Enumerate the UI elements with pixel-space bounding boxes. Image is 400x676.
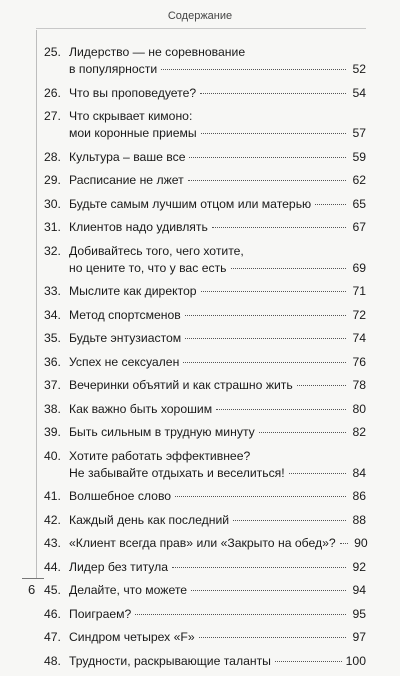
toc-entry-title: Волшебное слово [69,489,172,503]
toc-entry-body [69,330,366,347]
toc-entry-final-line [69,61,366,78]
toc-entry-page: 69 [352,260,366,275]
toc-entry-page: 59 [352,149,366,164]
dot-leader [212,227,346,228]
dot-leader [340,543,348,544]
toc-entry-final-line [69,606,366,623]
toc-entry-body [69,172,366,189]
dot-leader [189,157,346,158]
footer-rule [22,578,44,579]
toc-entry-page: 86 [352,489,366,503]
toc-entry-number: 31. [44,220,61,234]
toc-entry-title: Быть сильным в трудную минуту [69,425,255,439]
toc-entry-title: Каждый день как последний [69,512,230,527]
toc-entry-page: 94 [352,583,366,597]
toc-entry-final-line [69,582,366,599]
toc-entry-number: 32. [44,243,61,258]
toc-entry [44,44,366,78]
dot-leader [185,315,346,316]
toc-entry [44,448,366,482]
toc-entry-title: Как важно быть хорошим [69,401,213,416]
toc-entry [44,424,366,441]
left-margin-rule [36,30,37,578]
toc-entry-page: 76 [352,354,366,369]
toc-entry [44,243,366,277]
toc-entry-number: 47. [44,630,61,644]
toc-entry-title: Синдром четырех «F» [69,630,195,644]
toc-entry-title: Не забывайте отдыхать и веселиться! [69,465,285,480]
toc-entry-title: Делайте, что можете [69,583,188,597]
header-band [0,0,400,30]
toc-entry [44,354,366,371]
toc-entry-final-line [69,354,366,371]
toc-entry-final-line [69,125,366,142]
toc-entry [44,653,366,670]
toc-entry-number: 35. [44,331,61,345]
dot-leader [275,661,342,662]
toc-entry-body [69,44,366,78]
toc-entry-final-line [69,653,366,670]
dot-leader [185,338,346,339]
toc-entry-body [69,629,366,646]
toc-entry [44,606,366,623]
toc-entry-page: 62 [352,173,366,187]
toc-entry-final-line [69,401,366,418]
toc-entry-number: 27. [44,109,61,123]
toc-entry-body [69,606,366,623]
toc-entry-title: Лидер без титула [69,559,169,574]
toc-entry-final-line [69,559,366,576]
toc-entry-title: Успех не сексуален [69,354,180,369]
toc-entry-title: Метод спортсменов [69,307,181,322]
toc-entry-page: 54 [352,85,366,100]
toc-entry-body [69,377,366,394]
toc-entry-page: 88 [352,512,366,527]
toc-entry-final-line [69,629,366,646]
toc-entry-body [69,307,366,324]
toc-entry [44,219,366,236]
toc-entry [44,401,366,418]
toc-entry-final-line [69,377,366,394]
toc-entry-page: 80 [352,401,366,416]
toc-entry-title-line: Лидерство — не соревнование [69,45,246,59]
toc-entry [44,283,366,300]
toc-entry-number: 48. [44,653,61,668]
toc-entry [44,488,366,505]
toc-entry-final-line [69,465,366,482]
toc-entry [44,172,366,189]
dot-leader [233,520,346,521]
toc-entry-final-line [69,196,366,213]
dot-leader [175,496,346,497]
toc-entry-number: 30. [44,196,61,211]
toc-entry [44,629,366,646]
toc-entry-title: Будьте энтузиастом [69,331,182,345]
toc-entry-title: в популярности [69,62,158,76]
dot-leader [216,409,346,410]
toc-entry-number: 38. [44,401,61,416]
dot-leader [297,385,346,386]
toc-entry-final-line [69,219,366,236]
dot-leader [135,614,346,615]
dot-leader [200,93,346,94]
toc-entry-body [69,448,366,482]
table-of-contents [44,44,366,676]
dot-leader [289,473,346,474]
toc-entry-body [69,512,366,529]
dot-leader [161,69,346,70]
toc-entry-final-line [69,535,368,552]
toc-entry-number: 44. [44,559,61,574]
dot-leader [201,133,346,134]
toc-entry [44,149,366,166]
toc-entry-final-line [69,260,366,277]
dot-leader [183,362,346,363]
toc-entry-final-line [69,283,366,300]
toc-entry-number: 45. [44,583,61,597]
toc-entry-number: 25. [44,45,61,59]
toc-entry [44,512,366,529]
toc-entry-final-line [69,488,366,505]
toc-entry-final-line [69,512,366,529]
toc-entry-number: 34. [44,307,61,322]
toc-entry-page: 95 [352,606,366,621]
page-number: 6 [28,582,36,597]
toc-entry-body [69,283,366,300]
toc-entry-body [69,488,366,505]
toc-entry-body [69,559,366,576]
toc-entry [44,559,366,576]
toc-entry-body [69,108,366,142]
toc-entry-body [69,219,366,236]
toc-entry-title: Будьте самым лучшим отцом или матерью [69,196,312,211]
toc-entry-page: 72 [352,307,366,322]
toc-entry [44,535,366,552]
toc-entry-title: Поиграем? [69,606,132,621]
toc-entry-page: 97 [352,630,366,644]
toc-entry-number: 36. [44,354,61,369]
toc-entry-number: 39. [44,425,61,439]
toc-entry-page: 92 [352,559,366,574]
toc-entry-title: Вечеринки объятий и как страшно жить [69,378,293,392]
toc-entry-final-line [69,85,366,102]
toc-entry-body [69,354,366,371]
toc-entry-title-line: Что скрывает кимоно: [69,109,193,123]
toc-entry-page: 84 [352,465,366,480]
toc-entry-body [69,653,366,670]
toc-entry-title: Трудности, раскрывающие таланты [69,653,271,668]
dot-leader [231,268,347,269]
toc-entry-final-line [69,149,366,166]
header-rule [36,28,366,29]
toc-entry-page: 57 [352,126,366,140]
toc-entry-final-line [69,172,366,189]
toc-entry-title: мои коронные приемы [69,126,197,140]
dot-leader [201,291,346,292]
toc-entry-body [69,424,366,441]
toc-entry-title: Клиентов надо удивлять [69,220,208,234]
dot-leader [172,567,346,568]
toc-entry [44,85,366,102]
toc-entry-page: 52 [352,62,366,76]
toc-entry-body [69,582,366,599]
toc-entry-page: 65 [352,196,366,211]
toc-entry-page: 100 [345,653,366,668]
toc-entry-page: 82 [352,425,366,439]
toc-entry-title-line: Добивайтесь того, чего хотите, [69,243,244,258]
toc-entry-number: 26. [44,85,61,100]
toc-entry-number: 43. [44,536,61,550]
toc-entry-final-line [69,307,366,324]
toc-entry-page: 67 [352,220,366,234]
toc-entry-number: 41. [44,489,61,503]
toc-entry-title: Культура – ваше все [69,149,186,164]
toc-entry-body [69,196,366,213]
dot-leader [191,590,346,591]
toc-entry-body [69,243,366,277]
toc-entry [44,196,366,213]
toc-entry [44,582,366,599]
toc-entry-title: но цените то, что у вас есть [69,260,227,275]
toc-entry-title: Мыслите как директор [69,284,197,298]
toc-entry-number: 37. [44,378,61,392]
toc-entry-body [69,535,368,552]
toc-entry-body [69,85,366,102]
toc-entry-body [69,149,366,166]
dot-leader [259,432,346,433]
toc-entry-title: Что вы проповедуете? [69,85,197,100]
toc-entry-title: Расписание не лжет [69,173,184,187]
toc-entry-final-line [69,424,366,441]
dot-leader [315,204,346,205]
toc-entry-number: 40. [44,448,61,463]
toc-entry-page: 74 [352,331,366,345]
toc-entry-body [69,401,366,418]
toc-entry-number: 28. [44,149,61,164]
toc-entry [44,377,366,394]
toc-entry-number: 46. [44,606,61,621]
toc-entry-number: 42. [44,512,61,527]
dot-leader [199,637,346,638]
toc-entry-page: 78 [352,378,366,392]
toc-entry-title: «Клиент всегда прав» или «Закрыто на обед»? [69,536,336,550]
toc-entry [44,108,366,142]
toc-entry-page: 90 [354,536,368,550]
toc-entry [44,307,366,324]
toc-entry-final-line [69,330,366,347]
toc-entry [44,330,366,347]
toc-entry-page: 71 [352,284,366,298]
toc-entry-number: 29. [44,173,61,187]
toc-entry-title-line: Хотите работать эффективнее? [69,448,251,463]
dot-leader [188,180,346,181]
toc-entry-number: 33. [44,284,61,298]
running-head: Содержание [167,10,233,22]
